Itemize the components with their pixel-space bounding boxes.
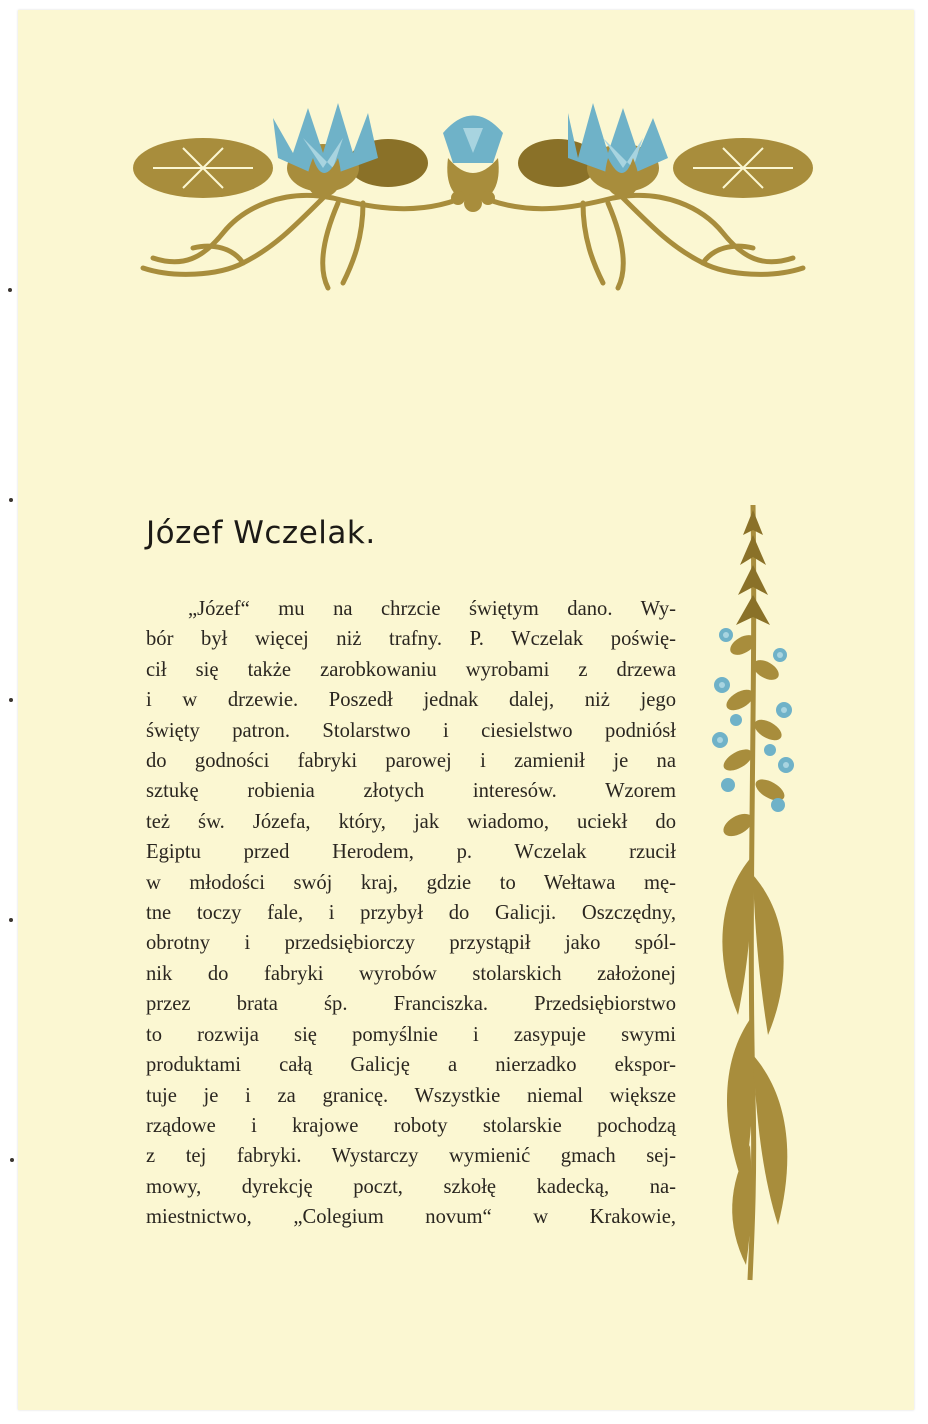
text-line: to rozwija się pomyślnie i zasypuje swymi — [146, 1023, 676, 1046]
text-line: do godności fabryki parowej i zamienił je na — [146, 750, 676, 773]
text-line: też św. Józefa, który, jak wiadomo, uciekł do — [146, 810, 676, 833]
margin-dot — [10, 1158, 14, 1162]
margin-dot — [9, 698, 13, 702]
text-line: nik do fabryki wyrobów stolarskich założonej — [146, 962, 676, 985]
margin-dot — [8, 288, 12, 292]
text-line: Egiptu przed Herodem, p. Wczelak rzucił — [146, 841, 676, 864]
text-line: święty patron. Stolarstwo i ciesielstwo podniósł — [146, 719, 676, 742]
margin-dot — [9, 918, 13, 922]
water-lily-ornament-icon — [123, 98, 823, 298]
page-title: Józef Wczelak. — [146, 515, 376, 551]
text-line: rządowe i krajowe roboty stolarskie pochodzą — [146, 1114, 676, 1137]
text-line: w młodości swój kraj, gdzie to Wełtawa mę- — [146, 871, 676, 894]
text-line: obrotny i przedsiębiorczy przystąpił jako spól- — [146, 932, 676, 955]
text-line: „Józef“ mu na chrzcie świętym dano. Wy- — [188, 598, 676, 620]
text-line: przez brata śp. Franciszka. Przedsiębiorstwo — [146, 993, 676, 1016]
article-body — [146, 594, 676, 1233]
text-line: i w drzewie. Poszedł jednak dalej, niż jego — [146, 689, 676, 712]
text-line: mowy, dyrekcję poczt, szkołę kadecką, na- — [146, 1175, 676, 1198]
book-page — [18, 10, 914, 1410]
text-line: tne toczy fale, i przybył do Galicji. Oszczędny, — [146, 902, 676, 925]
flowering-plant-icon — [698, 495, 808, 1285]
text-line: bór był więcej niż trafny. P. Wczelak poświę- — [146, 628, 676, 651]
margin-dot — [9, 498, 13, 502]
text-line: miestnictwo, „Colegium novum“ w Krakowie, — [146, 1206, 676, 1229]
text-line: produktami całą Galicję a nierzadko ekspor- — [146, 1054, 676, 1077]
text-line: tuje je i za granicę. Wszystkie niemal większe — [146, 1084, 676, 1107]
text-line: sztukę robienia złotych interesów. Wzorem — [146, 780, 676, 803]
text-line: cił się także zarobkowaniu wyrobami z drzewa — [146, 658, 676, 681]
text-line: z tej fabryki. Wystarczy wymienić gmach sej- — [146, 1145, 676, 1168]
